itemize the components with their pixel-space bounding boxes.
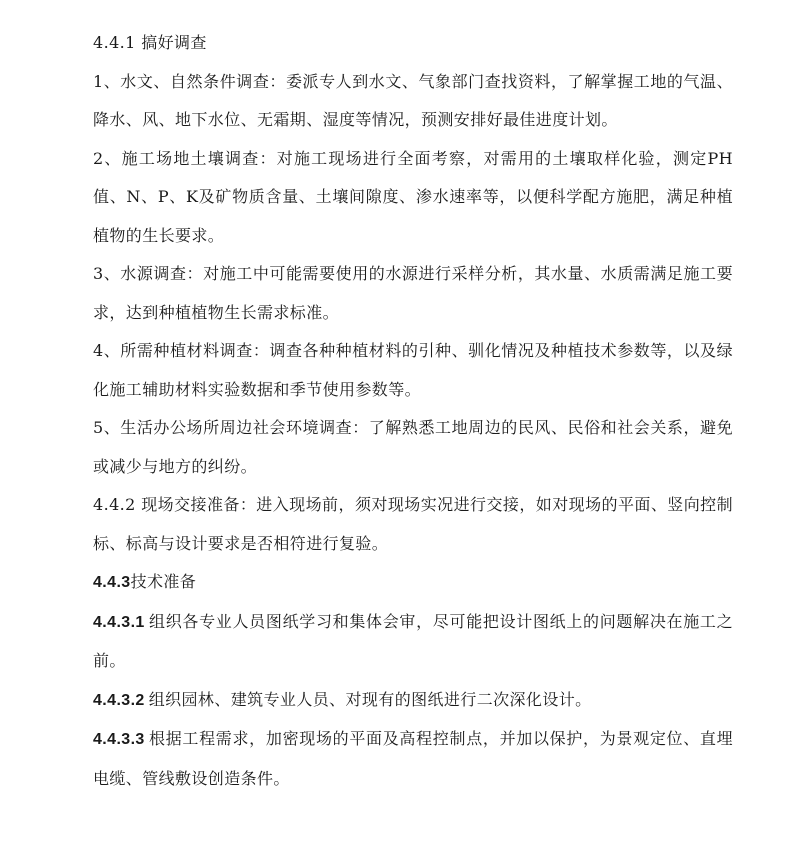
document-page [93, 24, 733, 798]
section-heading-4-4-3 [93, 563, 733, 603]
item-number: 4.4.3.2 [93, 691, 145, 709]
item-number: 4.4.3.1 [93, 613, 145, 631]
paragraph-4-4-3-3 [93, 720, 733, 798]
item-text: 组织各专业人员图纸学习和集体会审，尽可能把设计图纸上的问题解决在施工之前。 [93, 611, 733, 670]
paragraph-4-4-3-1 [93, 603, 733, 681]
paragraph-planting-material-survey: 4、所需种植材料调查：调查各种种植材料的引种、驯化情况及种植技术参数等，以及绿化施工辅助材料实验数据和季节使用参数等。 [93, 341, 733, 399]
item-number: 4.4.3.3 [93, 731, 145, 748]
paragraph-site-handover: 4.4.2 现场交接准备：进入现场前，须对现场实况进行交接，如对现场的平面、竖向控制标、标高与设计要求是否相符进行复验。 [93, 495, 733, 553]
paragraph-soil-survey: 2、施工场地土壤调查：对施工现场进行全面考察，对需用的土壤取样化验，测定PH值、N、P、K及矿物质含量、土壤间隙度、渗水速率等，以便科学配方施肥，满足种植植物的生长要求。 [93, 148, 733, 245]
item-text: 组织园林、建筑专业人员、对现有的图纸进行二次深化设计。 [148, 689, 592, 709]
paragraph-4-4-3-2 [93, 681, 733, 721]
section-heading-4-4-1: 4.4.1 搞好调查 [93, 33, 207, 52]
section-title: 技术准备 [130, 572, 197, 591]
paragraph-social-environment-survey: 5、生活办公场所周边社会环境调查：了解熟悉工地周边的民风、民俗和社会关系，避免或减少与地方的纠纷。 [93, 418, 733, 476]
item-text: 根据工程需求，加密现场的平面及高程控制点，并加以保护，为景观定位、直埋电缆、管线敷设创造条件。 [93, 729, 733, 788]
section-number: 4.4.3 [93, 574, 131, 591]
paragraph-water-source-survey: 3、水源调查：对施工中可能需要使用的水源进行采样分析，其水量、水质需满足施工要求，达到种植植物生长需求标准。 [93, 264, 733, 322]
paragraph-hydrology-survey: 1、水文、自然条件调查：委派专人到水文、气象部门查找资料，了解掌握工地的气温、降水、风、地下水位、无霜期、湿度等情况，预测安排好最佳进度计划。 [93, 71, 733, 129]
